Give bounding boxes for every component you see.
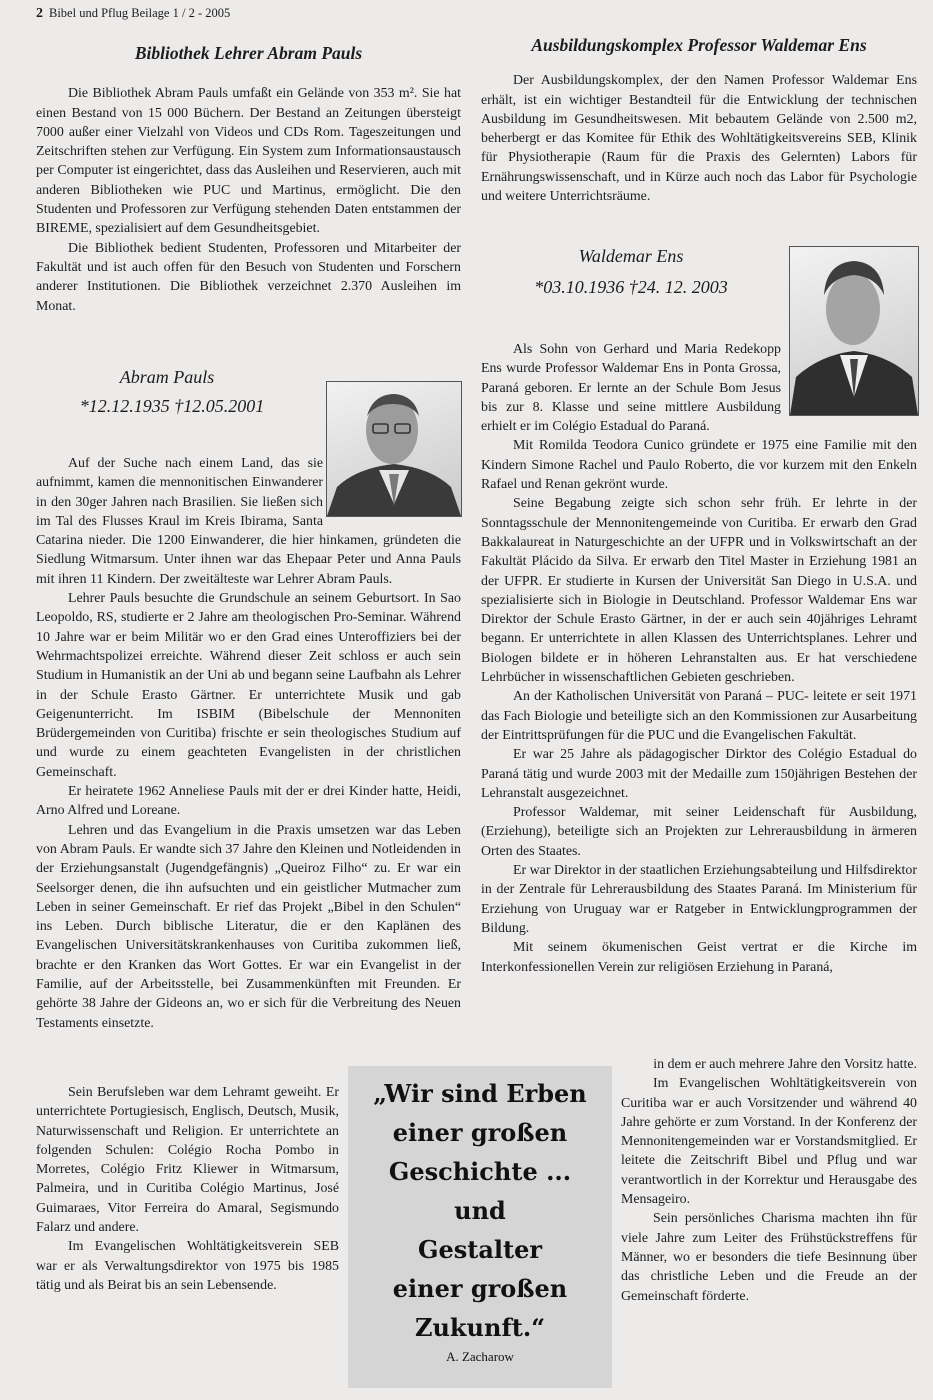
page-number: 2 [36, 6, 43, 21]
pauls-paragraph: Sein Berufsleben war dem Lehramt geweiht. Er unterrichtete Portugiesisch, Englisch, Deutsch, Musik, Naturwissenschaft und Religion. Er unterrichtete an folgenden Schulen: Colégio Rocha Pombo in Morretes, Colégio Fritz Kliewer in Witmarsum, Palmeira, und in Curitiba Colégio Martinus, José Guimaraes, Vitor Ferreira do Amaral, Segismundo Falarz und andere. [36, 1085, 339, 1236]
quote-line: einer großen [392, 1118, 568, 1147]
page-header [36, 6, 230, 22]
quote-line: „Wir sind Erben [373, 1079, 587, 1108]
ens-dates: *03.10.1936 †24. 12. 2003 [534, 277, 728, 298]
ens-article [481, 340, 917, 1060]
pauls-dates: *12.12.1935 †12.05.2001 [79, 396, 265, 417]
ens-paragraph: in dem er auch mehrere Jahre den Vorsitz hatte. [653, 1057, 917, 1072]
pauls-name: Abram Pauls [119, 367, 215, 387]
ens-paragraph: Sein persönliches Charisma machten ihn für viele Jahre zum Leiter des Frühstückstreffens für Männer, wo er besonders die tiefe Besinnung über das christliche Leben und die Freude an der Gemeinschaft förderte. [621, 1211, 917, 1304]
library-paragraph: Die Bibliothek Abram Pauls umfaßt ein Gelände von 353 m². Sie hat einen Bestand von 15 000 Büchern. Der Bestand an Zeitungen übersteigt 7000 außer einer Vielzahl von Videos und CDs Rom. Tageszeitungen und Zeitschriften stehen zur Verfügung. Ein System zum Informationsaustausch per Computer ist eingerichtet, dass das Ausleihen und Reservieren, auch mit anderen Bibliotheken wie PUC und Martinus, ermöglicht. Die den Studenten und Professoren zur Verfügung stehenden Daten entstammen der BIREME, spezialisiert auf dem Gesundheitsgebiet. [36, 86, 461, 237]
pauls-paragraph: Er heiratete 1962 Anneliese Pauls mit der er drei Kinder hatte, Heidi, Arno Alfred und Loreane. [36, 784, 461, 819]
library-paragraph: Die Bibliothek bedient Studenten, Professoren und Mitarbeiter der Fakultät und ist auch offen für den Besuch von Studenten und Forschern anderer Institutionen. Die Bibliothek verzeichnet 2.370 Ausleihen im Monat. [36, 240, 461, 314]
pauls-article-cont [36, 1083, 339, 1375]
komplex-article [481, 36, 917, 206]
ens-paragraph: Im Evangelischen Wohltätigkeitsverein von Curitiba war er auch Vorsitzender und während 40 Jahre gehörte er zum Vorstand. In der Konferenz der Mennonitengemeinden war er Vorstandsmitglied. Er leitete die Zeitschrift Bibel und Pflug und war verantwortlich in der Korrektur und Herausgabe des Mensageiro. [621, 1076, 917, 1208]
pauls-paragraph: Lehren und das Evangelium in die Praxis umsetzen war das Leben von Abram Pauls. Er wandte sich 37 Jahre den Kleinen und Notleidenden in der Erziehungsanstalt (Jugendgefängnis) „Queiroz Filho“ zu. Er war ein Seelsorger denen, die ihn aufsuchten und ein geistlicher Mutmacher zum Leben in seiner Gemeinschaft. Er rief das Projekt „Bibel in den Schulen“ ins Leben. Durch biblische Literatur, die er den Kaplänen des Evangelischen Universitätskrankenhauses von Curitiba zukommen ließ, brachte er den Kranken das Wort Gottes. Er war ein Evangelist in der Familie, auf der Arbeitsstelle, bei Zusammenkünften mit Freunden. Er gehörte 38 Jahre der Gideons an, wo er sich für die Verbreitung des Neuen Testaments einsetzte. [36, 822, 461, 1031]
quote-line: Geschichte ... [388, 1157, 572, 1186]
quote-box [348, 1066, 612, 1388]
ens-header [481, 247, 781, 298]
library-article [36, 44, 461, 316]
ens-article-cont [621, 1055, 917, 1385]
pauls-paragraph: Lehrer Pauls besuchte die Grundschule an seinem Geburtsort. In Sao Leopoldo, RS, studierte er 2 Jahre am theologischen Pro-Seminar. Während 10 Jahre war er beim Militär wo er den Grad eines Unteroffiziers bei der Wehrmachtspolizei erreichte. Während dieser Zeit schloss er auch sein Studium in Humanistik an der Uni ab und begann seine Laufbahn als Lehrer in der Schule Erasto Gärtner. Er unterrichtete Musik und gab Geigenunterricht. Im ISBIM (Bibelschule der Mennoniten Brüdergemeinden von Curitiba) frischte er sein theologisches Studium auf und wurde zu einem geachteten Evangelisten in der christlichen Gemeinschaft. [36, 591, 461, 780]
pauls-paragraph: Auf der Suche nach einem Land, das sie aufnimmt, kamen die mennonitischen Einwanderer in den 30ger Jahren nach Brasilien. Sie ließen sich im Tal des Flusses Kraul im Kreis Ibirama, Santa Catarina nieder. Die 1200 Einwanderer, die hier hinkamen, gründeten die Siedlung Witmarsum. Unter ihnen war das Ehepaar Peter und Anna Pauls mit ihren 11 Kindern. Der zweitälteste war Lehrer Abram Pauls. [36, 456, 461, 587]
ens-paragraph: Mit Romilda Teodora Cunico gründete er 1975 eine Familie mit den Kindern Simone Rachel und Paulo Roberto, die vor kurzem mit den Enkeln Rafael und Renan gekrönt wurde. [481, 438, 917, 493]
quote-line: Zukunft.“ [414, 1313, 546, 1342]
komplex-title: Ausbildungskomplex Professor Waldemar Ens [531, 35, 867, 55]
ens-paragraph: Professor Waldemar, mit seiner Leidenschaft für Ausbildung, (Erziehung), beteiligte sich an Projekten zur Lehrerausbildung in ärmeren Orten des Staates. [481, 805, 917, 859]
running-title: Bibel und Pflug Beilage 1 / 2 - 2005 [49, 6, 231, 20]
library-title: Bibliothek Lehrer Abram Pauls [134, 43, 363, 63]
ens-paragraph: Seine Begabung zeigte sich schon sehr früh. Er lehrte in der Sonntagsschule der Mennonitengemeinde von Curitiba. Er erwarb den Grad Bakkalaureat in Naturgeschichte an der UFPR und in Volkswirtschaft an der Fakultät Plácido da Silva. Er erwarb den Titel Master in Erziehung 1981 an der UFPR. Er studierte in Kursen der Universität San Diego in U.S.A. und spezialisierte sich in Biologie in Deutschland. Professor Waldemar Ens war Direktor der Schule Erasto Gärtner, in der er auch sein 40jähriges Lehramt begann. Er unterrichtete in allen Klassen des Unterrichtsplanes. Lehrer und Biologen bildete er in höheren Lehranstalten aus. Er hat verschiedene Lehrbücher in wissenschaftlichen Gebieten geschrieben. [481, 496, 917, 686]
ens-paragraph: Er war 25 Jahre als pädagogischer Dirktor des Colégio Estadual do Paraná tätig und wurde 2003 mit der Medaille zum 150jährigen Bestehen der Lehranstalt ausgezeichnet. [481, 747, 917, 801]
ens-paragraph: Er war Direktor in der staatlichen Erziehungsabteilung und Hilfsdirektor in der Zentrale für Lehrerausbildung des Staates Paraná. Im Ministerium für Erziehung von Uruguay war er Ratgeber in Entwicklungprogrammen der Bildung. [481, 863, 917, 936]
ens-paragraph: An der Katholischen Universität von Paraná – PUC- leitete er seit 1971 das Fach Biologie und beteiligte sich an den Kommissionen zur Ausarbeitung der Eintrittsprüfungen für die PUC und die Evangelischen Fakultät. [481, 689, 917, 743]
quote-line: Gestalter [417, 1235, 543, 1264]
pauls-article [36, 454, 461, 1084]
pauls-paragraph: Im Evangelischen Wohltätigkeitsverein SEB war er als Verwaltungsdirektor von 1975 bis 1985 tätig und als Beirat bis an sein Lebensende. [36, 1239, 339, 1293]
quote-line: einer großen [392, 1274, 568, 1303]
ens-paragraph: Mit seinem ökumenischen Geist vertrat er die Kirche im Interkonfessionellen Verein zur religiösen Erziehung in Paraná, [481, 940, 917, 975]
komplex-paragraph: Der Ausbildungskomplex, der den Namen Professor Waldemar Ens erhält, ist ein wichtiger Bestandteil für die Entwicklung der technischen Ausbildung im Gesundheitswesen. Mit bebautem Gelände von 2.500 m2, beherbergt er das Komitee für Ethik des Wohltätigkeitsvereins SEB, Klinik für Physiotherapie (Raum für die Praxis des Gelernten) Labors für Ernährungswissenschaft, und in Kürze auch noch das Labor für Psychologie und weitere Unterrichtsräume. [481, 73, 917, 205]
ens-paragraph: Als Sohn von Gerhard und Maria Redekopp Ens wurde Professor Waldemar Ens in Ponta Grossa, Paraná geboren. Er lernte an der Schule Bom Jesus bis zur 8. Klasse und seine mittlere Ausbildung erhielt er im Colégio Estadual do Paraná. [481, 342, 781, 435]
pauls-header [36, 368, 461, 417]
quote-author: A. Zacharow [446, 1349, 514, 1364]
quote-line: und [454, 1196, 506, 1225]
ens-name: Waldemar Ens [578, 246, 684, 266]
